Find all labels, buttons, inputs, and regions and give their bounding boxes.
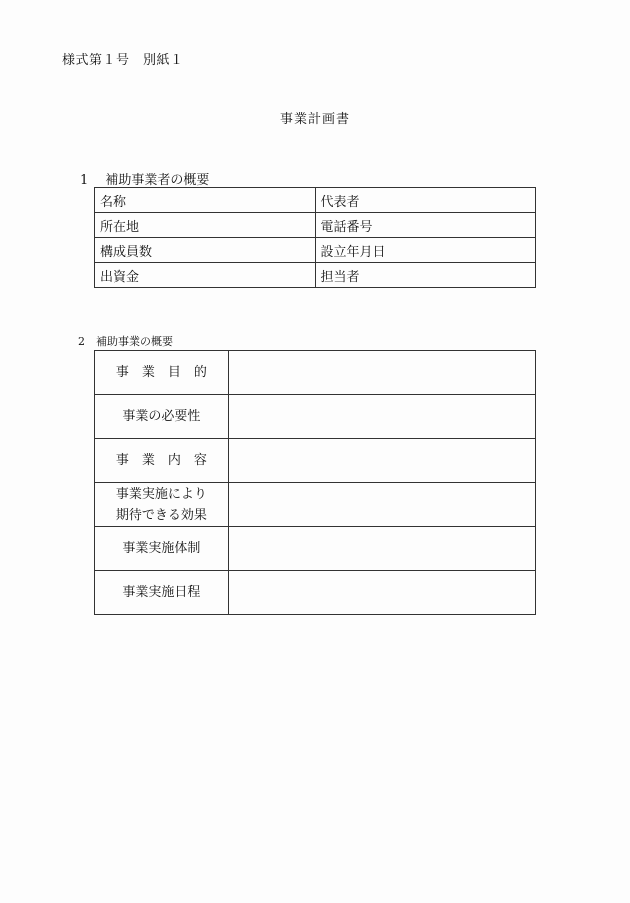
project-overview-table [94,350,536,615]
document-title: 事業計画書 [279,112,350,127]
necessity-label: 事業の必要性 [95,395,229,439]
table-row [95,238,536,263]
schedule-field[interactable] [228,571,535,615]
section2-heading: 2 補助事業の概要 [78,335,173,348]
form-number: 様式第１号 別紙１ [62,53,184,68]
necessity-field[interactable] [228,395,535,439]
expected-effect-label: 事業実施により 期待できる効果 [95,483,229,527]
phone-field[interactable]: 電話番号 [315,213,536,238]
purpose-field[interactable] [228,351,535,395]
table-row [95,395,536,439]
table-row [95,571,536,615]
implementation-structure-field[interactable] [228,527,535,571]
purpose-label: 事 業 目 的 [95,351,229,395]
table-row [95,188,536,213]
implementation-structure-label: 事業実施体制 [95,527,229,571]
table-row [95,263,536,288]
table-row [95,483,536,527]
section1-heading: 1 補助事業者の概要 [80,173,210,188]
name-field[interactable]: 名称 [95,188,316,213]
table-row [95,213,536,238]
representative-field[interactable]: 代表者 [315,188,536,213]
table-row [95,351,536,395]
content-label: 事 業 内 容 [95,439,229,483]
member-count-field[interactable]: 構成員数 [95,238,316,263]
table-row [95,439,536,483]
applicant-overview-table [94,187,536,288]
contact-person-field[interactable]: 担当者 [315,263,536,288]
established-date-field[interactable]: 設立年月日 [315,238,536,263]
table-row [95,527,536,571]
content-field[interactable] [228,439,535,483]
schedule-label: 事業実施日程 [95,571,229,615]
capital-field[interactable]: 出資金 [95,263,316,288]
expected-effect-field[interactable] [228,483,535,527]
address-field[interactable]: 所在地 [95,213,316,238]
